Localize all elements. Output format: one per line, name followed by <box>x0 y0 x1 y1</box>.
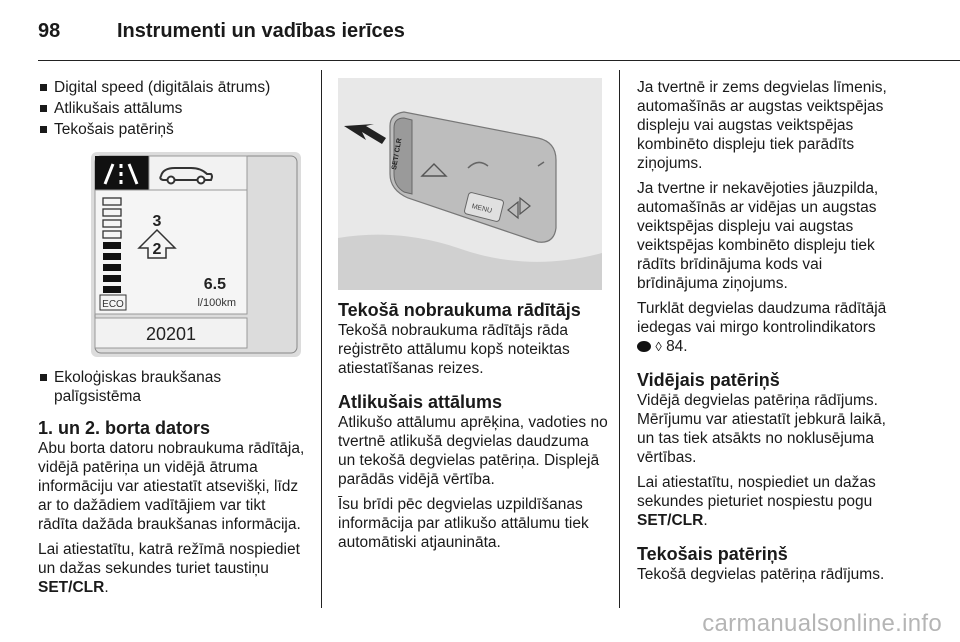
odometer-reading: 20201 <box>145 324 197 344</box>
column-left <box>38 78 308 141</box>
eco-label: ECO <box>102 299 124 310</box>
steering-stalk-illustration <box>338 78 602 290</box>
bullet-item: Ekoloģiskas braukšanas palīgsistēma <box>38 368 308 406</box>
paragraph: Tekošā nobraukuma rādītājs rāda reģistrēto attālumu kopš noteiktas atiestatīšanas reizes. <box>338 322 570 377</box>
stalk-menu-label: MENU <box>470 203 493 215</box>
paragraph-text: Turklāt degvielas daudzuma rādītājā iedegas vai mirgo kontrolindikators <box>637 300 887 336</box>
consumption-unit: l/100km <box>197 297 236 309</box>
page-header <box>0 0 960 62</box>
column-divider-right <box>619 70 620 608</box>
section-heading-instant-consumption: Tekošais patēriņš <box>637 544 788 564</box>
paragraph: Īsu brīdi pēc degvielas uzpildīšanas informācija par atlikušo attālumu tiek automātiski atjaunināta. <box>338 496 589 551</box>
paragraph: Tekošā degvielas patēriņa rādījums. <box>637 566 885 583</box>
column-right <box>637 78 907 584</box>
cluster-drawing <box>91 152 301 357</box>
paragraph: Abu borta datoru nobraukuma rādītāja, vidējā patēriņa un vidējā ātruma informāciju var atiestatīt atsevišķi, līdz ar to dažādiem vadītājiem var tikt rādīta dažāda braukšanas informācija. <box>38 440 305 533</box>
section-heading-average-consumption: Vidējais patēriņš <box>637 370 780 390</box>
column-divider-left <box>321 70 322 608</box>
gear-recommendation-top: 3 <box>152 213 162 230</box>
consumption-value: 6.5 <box>203 276 226 293</box>
paragraph-end: . <box>703 512 708 529</box>
page-number: 98 <box>38 20 61 42</box>
paragraph <box>38 540 308 597</box>
gear-current: 2 <box>152 241 162 258</box>
button-label-set-clr: SET/CLR <box>637 512 704 529</box>
watermark-brand: carmanualsonline.info <box>702 610 942 637</box>
paragraph <box>637 473 907 530</box>
button-label-set-clr: SET/CLR <box>38 579 105 596</box>
bullet-list-top <box>38 78 308 139</box>
header-rule <box>38 60 960 61</box>
stalk-set-clr-label: SET/ CLR <box>391 137 404 171</box>
bullet-item: Tekošais patēriņš <box>38 120 308 139</box>
paragraph <box>637 299 907 356</box>
instrument-cluster-illustration <box>91 152 301 357</box>
column-left-lower <box>38 368 308 597</box>
paragraph: Ja tvertnē ir zems degvielas līmenis, automašīnās ar augstas veiktspējas displeju vai augstas veiktspējas kombinēto displeju tiek parādīts ziņojums. <box>637 79 887 172</box>
page-reference[interactable]: 84. <box>666 338 688 355</box>
bullet-list-bottom <box>38 368 308 406</box>
stalk-drawing <box>338 78 602 290</box>
section-heading-trip-odometer: Tekošā nobraukuma rādītājs <box>338 300 581 320</box>
bullet-item: Digital speed (digitālais ātrums) <box>38 78 308 97</box>
paragraph-end: . <box>104 579 109 596</box>
paragraph-text: Lai atiestatītu, nospiediet un dažas sekundes pieturiet nospiestu pogu <box>637 474 876 510</box>
paragraph: Ja tvertne ir nekavējoties jāuzpilda, automašīnās ar vidējas un augstas veiktspējas displeju vai augstas veiktspējas kombinēto displeju tiek rādīts brīdinājuma kods vai brīdinājuma ziņojums. <box>637 180 879 292</box>
paragraph: Vidējā degvielas patēriņa rādījums. Mērījumu var atiestatīt jebkurā laikā, un tas tiek atsākts no noklusējuma vērtības. <box>637 392 886 466</box>
fuel-warning-lamp-icon <box>637 341 651 352</box>
paragraph: Atlikušo attālumu aprēķina, vadoties no tvertnē atlikušā degvielas daudzuma un tekošā degvielas patēriņa. Displejā parādās vidējā vērtība. <box>338 414 608 488</box>
chapter-title: Instrumenti un vadības ierīces <box>117 20 405 42</box>
section-heading-range: Atlikušais attālums <box>338 392 503 412</box>
section-heading-trip-computer: 1. un 2. borta dators <box>38 418 211 438</box>
column-middle <box>338 300 610 552</box>
bullet-item: Atlikušais attālums <box>38 99 308 118</box>
paragraph-text: Lai atiestatītu, katrā režīmā nospiediet un dažas sekundes turiet taustiņu <box>38 541 300 577</box>
page-reference-icon: ◊ <box>655 339 662 354</box>
